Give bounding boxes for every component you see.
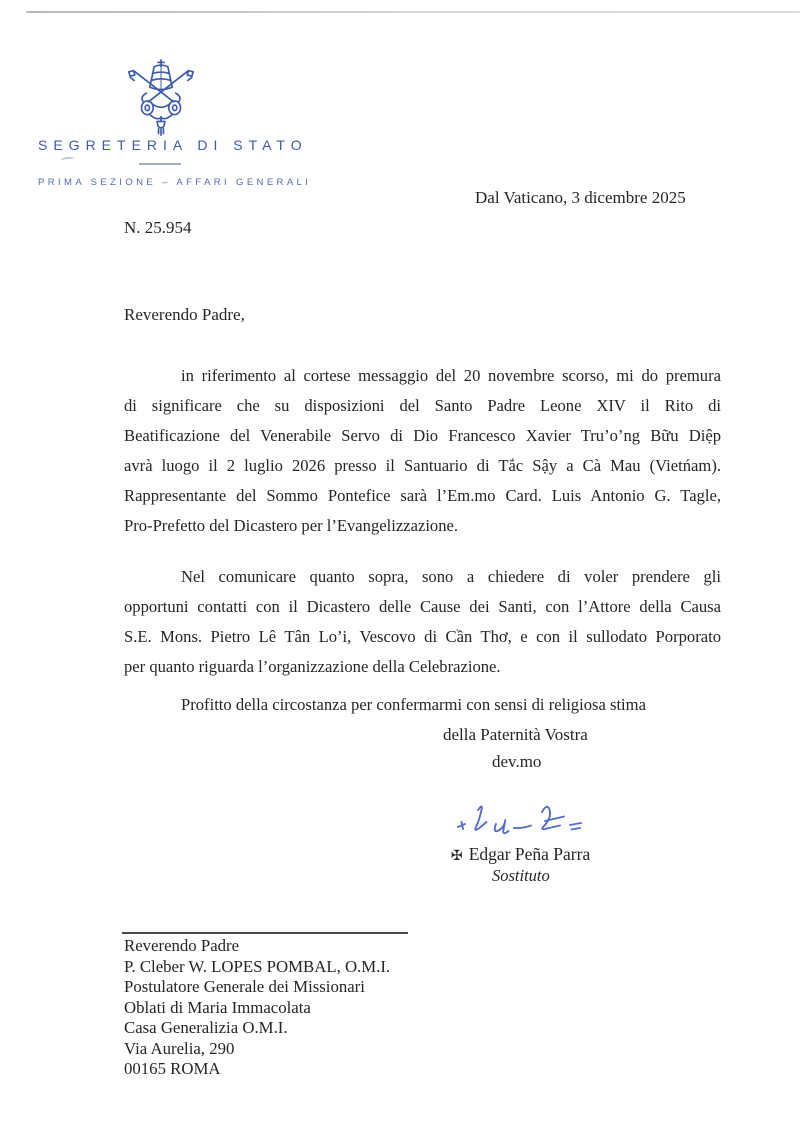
closing-line-1: della Paternità Vostra [443, 725, 588, 744]
salutation: Reverendo Padre, [124, 305, 245, 324]
signer-name-text: Edgar Peña Parra [468, 844, 591, 864]
dateline: Dal Vaticano, 3 dicembre 2025 [475, 188, 686, 207]
paragraph-1 [124, 361, 721, 541]
text-line: di significare che su disposizioni del Santo Padre Leone XIV il Rito di [124, 396, 721, 415]
text-line: Via Aurelia, 290 [124, 1038, 235, 1058]
vatican-emblem-icon [117, 57, 205, 141]
text-line: 00165 ROMA [124, 1059, 221, 1078]
paragraph-3 [124, 690, 721, 720]
text-line: opportuni contatti con il Dicastero delle Cause dei Santi, con l’Attore della Causa [124, 597, 721, 616]
protocol-number: N. 25.954 [124, 218, 192, 237]
text-line: Casa Generalizia O.M.I. [124, 1018, 288, 1037]
closing-line-2: dev.mo [492, 752, 542, 771]
signer-title: Sostituto [492, 866, 550, 885]
signature-scrawl [452, 799, 612, 844]
signer-name [451, 844, 590, 865]
text-line: Beatificazione del Venerabile Servo di Dio Francesco Xavier Tru’o’ng Bữu Diệp [124, 426, 721, 445]
text-line: P. Cleber W. LOPES POMBAL, O.M.I. [124, 956, 391, 976]
maltese-cross-icon: ✠ [451, 848, 463, 864]
text-line: per quanto riguarda l’organizzazione della Celebrazione. [124, 657, 501, 676]
paragraph-2 [124, 562, 721, 682]
letter-body [124, 361, 721, 720]
recipient-divider [122, 932, 408, 934]
scan-smudge-artifact [61, 156, 74, 162]
text-line: in riferimento al cortese messaggio del 20 novembre scorso, mi do premura [181, 366, 721, 385]
letterhead-divider [139, 163, 181, 165]
text-line: avrà luogo il 2 luglio 2026 presso il Santuario di Tắc Sậy a Cà Mau (Vietńam). [124, 456, 721, 475]
text-line: Pro-Prefetto del Dicastero per l’Evangelizzazione. [124, 516, 459, 535]
text-line: Rappresentante del Sommo Pontefice sarà l’Em.mo Card. Luis Antonio G. Tagle, [124, 486, 721, 505]
text-line: S.E. Mons. Pietro Lê Tân Lo’i, Vescovo di Cần Thơ, e con il sullodato Porporato [124, 627, 721, 646]
text-line: Oblati di Maria Immacolata [124, 997, 311, 1017]
text-line: Nel comunicare quanto sopra, sono a chiedere di voler prendere gli [181, 567, 721, 586]
text-line: Postulatore Generale dei Missionari [124, 977, 365, 996]
text-line: Reverendo Padre [124, 936, 240, 955]
recipient-address [124, 936, 390, 1080]
text-line: Profitto della circostanza per confermarmi con sensi di religiosa stima [181, 695, 646, 714]
letterhead-office: SEGRETERIA DI STATO [38, 137, 308, 153]
scan-edge-artifact [26, 11, 800, 13]
letterhead-section: PRIMA SEZIONE – AFFARI GENERALI [38, 177, 312, 188]
